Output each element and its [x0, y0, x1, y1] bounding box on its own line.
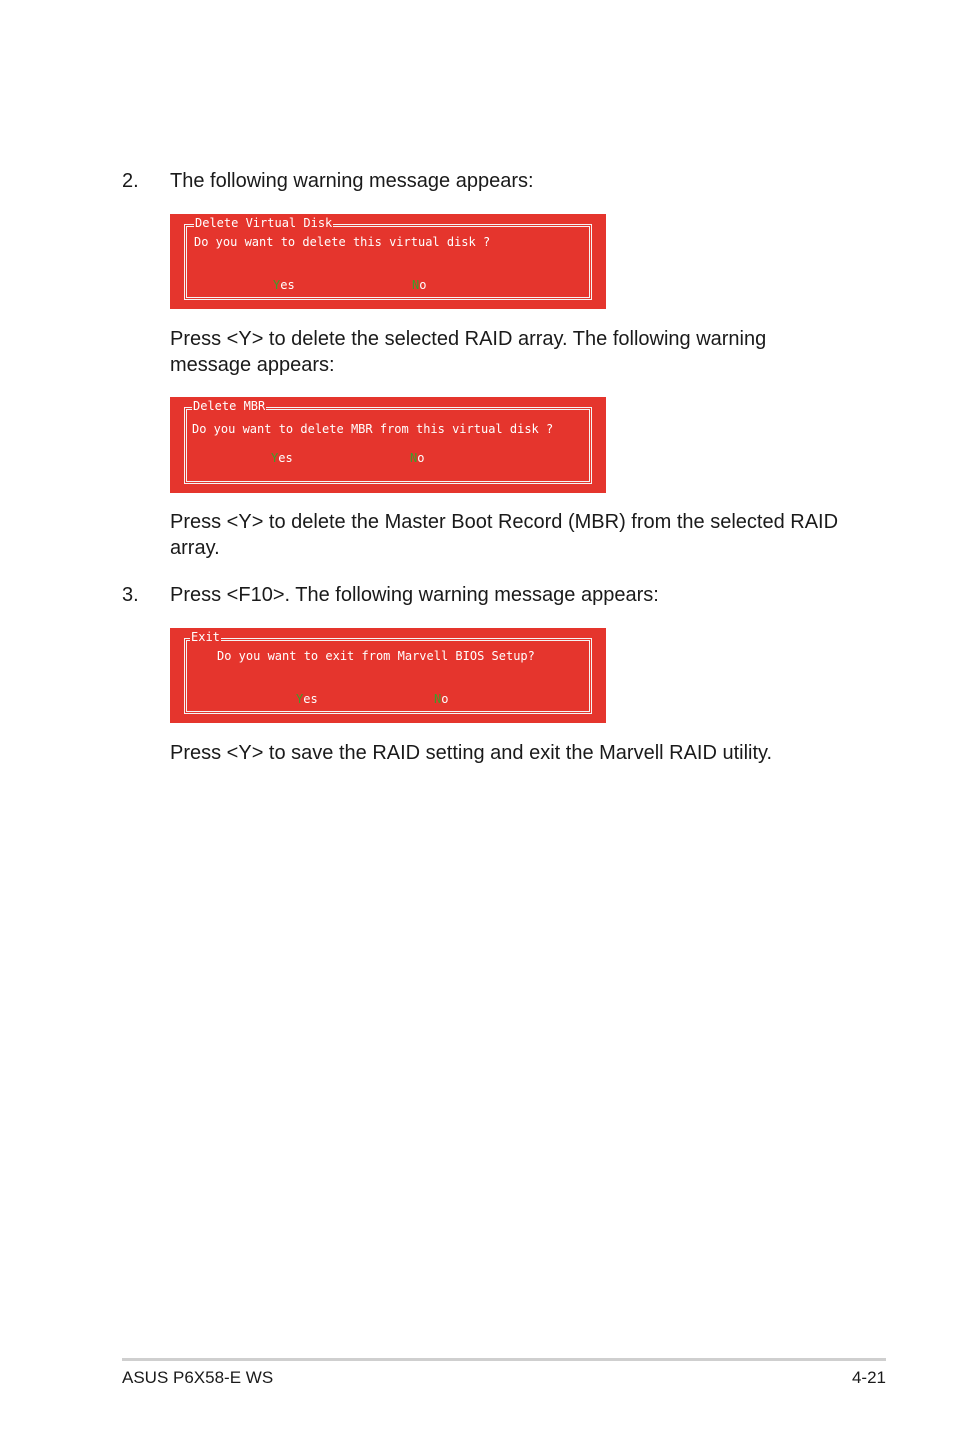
dialog-title: Exit [191, 630, 220, 644]
exit-dialog [170, 628, 606, 723]
dialog-frame [184, 630, 592, 714]
no-option[interactable]: No [434, 692, 449, 706]
yes-option[interactable]: Yes [271, 451, 293, 465]
footer-page-number: 4-21 [851, 1368, 886, 1387]
yes-hotkey: Y [273, 278, 281, 292]
instruction-paragraph: Press <Y> to delete the Master Boot Record (MBR) from the selected RAID array. [170, 511, 839, 559]
step-text: Press <F10>. The following warning message appears: [170, 584, 659, 606]
step-number: 3. [122, 584, 139, 606]
instruction-paragraph: Press <Y> to delete the selected RAID array. The following warning message appears: [170, 328, 767, 376]
footer-divider [122, 1358, 886, 1361]
footer-product-name: ASUS P6X58-E WS [122, 1368, 274, 1387]
no-hotkey: N [412, 278, 420, 292]
yes-hotkey: Y [296, 692, 304, 706]
dialog-frame [184, 399, 592, 484]
delete-virtual-disk-dialog [170, 214, 606, 309]
yes-option[interactable]: Yes [296, 692, 318, 706]
no-option[interactable]: No [412, 278, 427, 292]
yes-option[interactable]: Yes [273, 278, 295, 292]
no-hotkey: N [410, 451, 418, 465]
no-option[interactable]: No [410, 451, 425, 465]
dialog-frame [184, 216, 592, 300]
dialog-message: Do you want to exit from Marvell BIOS Setup? [217, 649, 535, 663]
delete-mbr-dialog [170, 397, 606, 493]
yes-hotkey: Y [271, 451, 279, 465]
no-hotkey: N [434, 692, 442, 706]
instruction-paragraph: Press <Y> to save the RAID setting and exit the Marvell RAID utility. [170, 742, 773, 764]
dialog-title: Delete Virtual Disk [195, 216, 333, 230]
dialog-message: Do you want to delete this virtual disk ? [194, 235, 491, 249]
step-text: The following warning message appears: [170, 170, 534, 192]
dialog-message: Do you want to delete MBR from this virtual disk ? [192, 422, 554, 436]
step-number: 2. [122, 170, 139, 192]
dialog-title: Delete MBR [193, 399, 266, 413]
